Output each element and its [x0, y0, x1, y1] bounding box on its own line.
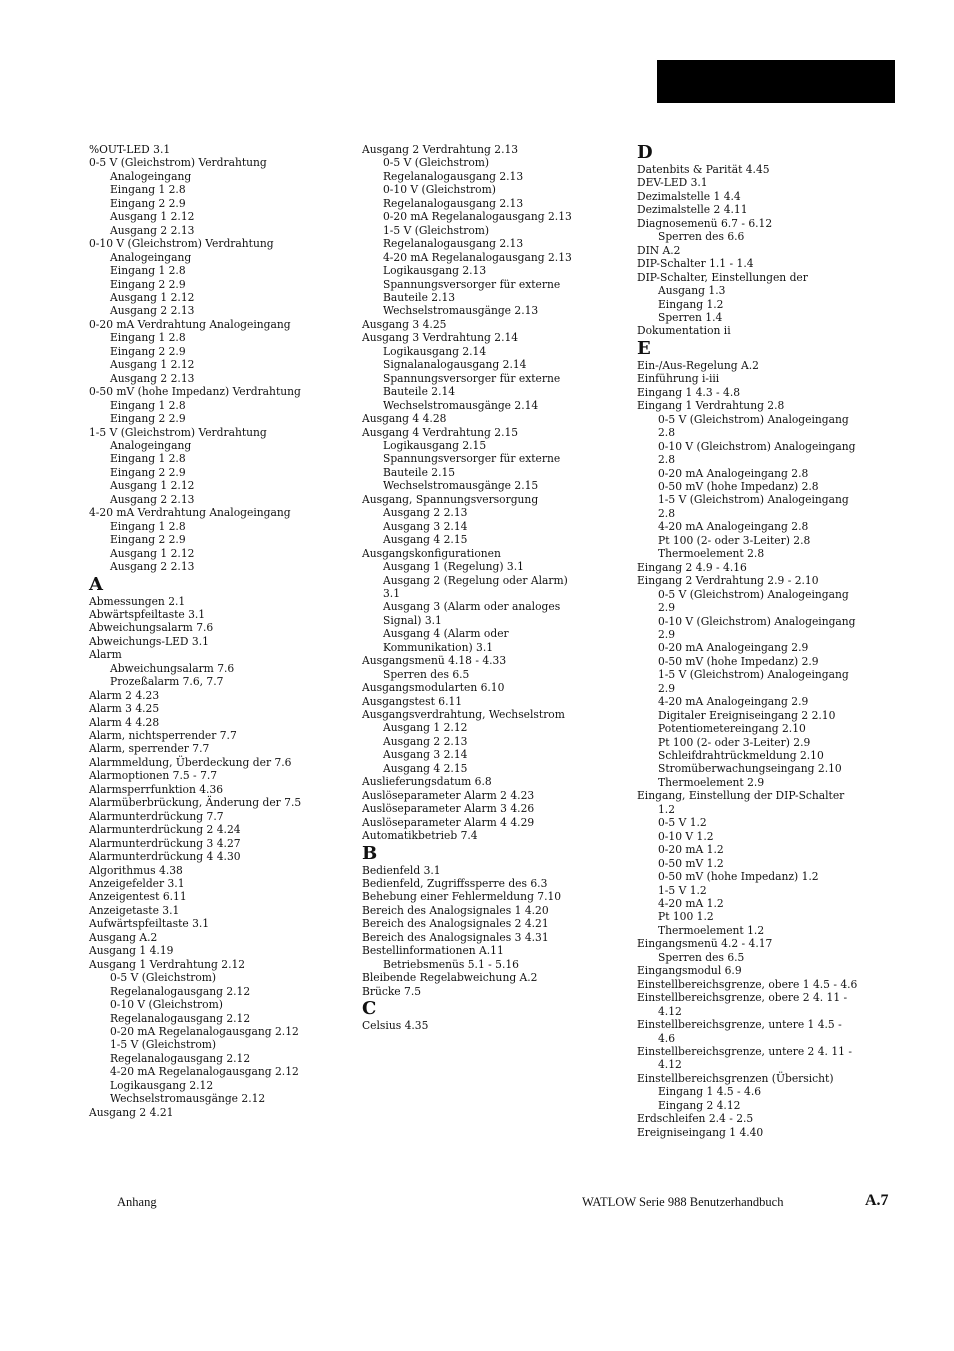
- index-subentry: 4-20 mA 1.2: [658, 897, 724, 911]
- index-entry: Ausgang 3 Verdrahtung 2.14: [362, 331, 519, 345]
- index-subentry: Potentiometereingang 2.10: [658, 722, 806, 736]
- index-subentry: Thermoelement 1.2: [658, 923, 765, 937]
- index-entry: Einstellbereichsgrenze, obere 1 4.5 - 4.6: [637, 977, 858, 991]
- index-entry: Dokumentation ii: [637, 324, 731, 338]
- index-entry: Celsius 4.35: [362, 1019, 429, 1033]
- index-subentry: Ausgang 2 2.13: [383, 506, 468, 520]
- index-entry: Auslöseparameter Alarm 3 4.26: [362, 802, 535, 816]
- index-subentry: Analogeingang: [110, 250, 192, 264]
- index-subentry: Ausgang 1 (Regelung) 3.1: [383, 560, 524, 574]
- index-entry: Alarm 2 4.23: [89, 688, 160, 702]
- index-subentry: 4-20 mA Analogeingang 2.9: [658, 695, 809, 709]
- index-entry: Erdschleifen 2.4 - 2.5: [637, 1112, 754, 1126]
- index-entry: Anzeigefelder 3.1: [89, 877, 185, 891]
- index-subentry: Ausgang 1.3: [658, 284, 726, 298]
- index-subentry: Analogeingang: [110, 438, 192, 452]
- index-letter-heading: E: [637, 337, 651, 359]
- index-subentry: 2.9: [658, 601, 675, 615]
- index-entry: Alarmoptionen 7.5 - 7.7: [89, 769, 218, 783]
- index-subentry: 2.8: [658, 426, 675, 440]
- index-subentry: Logikausgang 2.12: [110, 1078, 214, 1092]
- index-subentry: Signal) 3.1: [383, 613, 442, 627]
- index-subentry: Analogeingang: [110, 169, 192, 183]
- index-subentry: Ausgang 3 2.14: [383, 748, 468, 762]
- index-subentry: Pt 100 (2- oder 3-Leiter) 2.9: [658, 735, 811, 749]
- index-subentry: 0-5 V (Gleichstrom): [383, 156, 490, 170]
- index-subentry: 4.6: [658, 1031, 675, 1045]
- index-entry: Ausgang 4 Verdrahtung 2.15: [362, 425, 519, 439]
- index-subentry: Ausgang 2 2.13: [110, 371, 195, 385]
- index-entry: Auslöseparameter Alarm 4 4.29: [362, 815, 535, 829]
- index-subentry: 4.12: [658, 1004, 682, 1018]
- index-subentry: Logikausgang 2.13: [383, 264, 487, 278]
- index-subentry: 1-5 V (Gleichstrom): [383, 223, 490, 237]
- index-subentry: Pt 100 1.2: [658, 910, 714, 924]
- index-entry: Dezimalstelle 1 4.4: [637, 189, 741, 203]
- index-entry: Ausgangskonfigurationen: [362, 546, 501, 560]
- index-subentry: 4.12: [658, 1058, 682, 1072]
- index-subentry: Eingang 1 2.8: [110, 264, 186, 278]
- index-entry: Anzeigetaste 3.1: [89, 903, 180, 917]
- index-subentry: 0-10 V 1.2: [658, 829, 714, 843]
- index-subentry: 0-50 mV (hohe Impedanz) 2.8: [658, 479, 819, 493]
- index-entry: Alarmüberbrückung, Änderung der 7.5: [89, 796, 302, 810]
- index-subentry: Betriebsmenüs 5.1 - 5.16: [383, 957, 519, 971]
- index-subentry: Eingang 2 2.9: [110, 277, 186, 291]
- index-subentry: Eingang 1.2: [658, 297, 724, 311]
- index-subentry: Eingang 2 2.9: [110, 196, 186, 210]
- index-entry: Alarmunterdrückung 2 4.24: [89, 823, 241, 837]
- index-subentry: 2.8: [658, 506, 675, 520]
- index-subentry: Bauteile 2.14: [383, 385, 456, 399]
- index-subentry: Logikausgang 2.15: [383, 438, 487, 452]
- index-entry: Abmessungen 2.1: [89, 594, 186, 608]
- index-column-2: [362, 143, 632, 1033]
- index-subentry: 0-5 V (Gleichstrom): [110, 971, 217, 985]
- index-subentry: Eingang 1 2.8: [110, 519, 186, 533]
- index-subentry: Pt 100 (2- oder 3-Leiter) 2.8: [658, 533, 811, 547]
- index-entry: Ausgang 2 Verdrahtung 2.13: [362, 143, 519, 156]
- index-subentry: Ausgang 4 2.15: [383, 533, 468, 547]
- index-subentry: Regelanalogausgang 2.12: [110, 1051, 251, 1065]
- index-entry: DIP-Schalter, Einstellungen der: [637, 270, 808, 284]
- index-subentry: Ausgang 2 2.13: [110, 304, 195, 318]
- index-subentry: Schleifdrahtrückmeldung 2.10: [658, 749, 824, 763]
- index-entry: Auslöseparameter Alarm 2 4.23: [362, 788, 535, 802]
- index-subentry: 2.9: [658, 627, 675, 641]
- index-subentry: Prozeßalarm 7.6, 7.7: [110, 675, 224, 689]
- index-subentry: Abweichungsalarm 7.6: [110, 661, 235, 675]
- index-subentry: Eingang 1 2.8: [110, 183, 186, 197]
- index-subentry: Ausgang 1 2.12: [110, 358, 195, 372]
- index-subentry: Thermoelement 2.9: [658, 775, 765, 789]
- index-entry: Alarmunterdrückung 7.7: [89, 809, 224, 823]
- index-entry: DEV-LED 3.1: [637, 176, 708, 190]
- index-entry: 0-10 V (Gleichstrom) Verdrahtung: [89, 237, 274, 251]
- index-entry: Datenbits & Parität 4.45: [637, 163, 770, 176]
- index-entry: Algorithmus 4.38: [89, 863, 183, 877]
- index-subentry: Eingang 2 2.9: [110, 533, 186, 547]
- index-subentry: Ausgang 1 2.12: [110, 546, 195, 560]
- footer-section-label: Anhang: [117, 1195, 157, 1209]
- index-subentry: Ausgang 3 (Alarm oder analoges: [383, 600, 561, 614]
- index-letter-heading: C: [362, 998, 377, 1020]
- index-subentry: Eingang 2 4.12: [658, 1098, 741, 1112]
- index-subentry: Stromüberwachungseingang 2.10: [658, 762, 842, 776]
- index-subentry: Ausgang 2 2.13: [110, 492, 195, 506]
- index-entry: 0-20 mA Verdrahtung Analogeingang: [89, 317, 291, 331]
- index-subentry: 1-5 V 1.2: [658, 883, 707, 897]
- index-subentry: Wechselstromausgänge 2.13: [383, 304, 539, 318]
- index-entry: Bestellinformationen A.11: [362, 944, 504, 958]
- index-entry: Behebung einer Fehlermeldung 7.10: [362, 890, 562, 904]
- index-subentry: Ausgang 4 2.15: [383, 761, 468, 775]
- index-subentry: Sperren des 6.6: [658, 230, 745, 244]
- index-entry: Alarmsperrfunktion 4.36: [89, 782, 224, 796]
- footer-manual-title: WATLOW Serie 988 Benutzerhandbuch: [582, 1195, 784, 1209]
- index-subentry: Digitaler Ereigniseingang 2 2.10: [658, 708, 836, 722]
- index-entry: Eingangsmenü 4.2 - 4.17: [637, 937, 773, 951]
- index-subentry: Ausgang 3 2.14: [383, 519, 468, 533]
- index-entry: Eingang 1 4.3 - 4.8: [637, 385, 741, 399]
- index-subentry: Eingang 2 2.9: [110, 465, 186, 479]
- index-subentry: Regelanalogausgang 2.12: [110, 984, 251, 998]
- index-subentry: Sperren des 6.5: [658, 950, 745, 964]
- index-letter-heading: D: [637, 142, 653, 163]
- index-subentry: 0-10 V (Gleichstrom) Analogeingang: [658, 614, 856, 628]
- index-subentry: Eingang 2 2.9: [110, 344, 186, 358]
- index-subentry: Wechselstromausgänge 2.15: [383, 479, 539, 493]
- index-entry: Einführung i-iii: [637, 372, 720, 386]
- index-subentry: 0-5 V (Gleichstrom) Analogeingang: [658, 587, 849, 601]
- index-subentry: 0-5 V 1.2: [658, 816, 707, 830]
- index-subentry: Regelanalogausgang 2.13: [383, 196, 524, 210]
- index-entry: Automatikbetrieb 7.4: [362, 829, 478, 843]
- index-subentry: 0-20 mA Regelanalogausgang 2.13: [383, 210, 572, 224]
- index-subentry: 0-50 mV 1.2: [658, 856, 724, 870]
- index-entry: Eingangsmodul 6.9: [637, 964, 742, 978]
- index-entry: Abwärtspfeiltaste 3.1: [89, 607, 206, 621]
- index-column-1: [89, 143, 357, 1119]
- index-subentry: Bauteile 2.13: [383, 290, 456, 304]
- index-subentry: 2.8: [658, 453, 675, 467]
- index-entry: Brücke 7.5: [362, 984, 422, 998]
- index-subentry: Ausgang 2 2.13: [383, 734, 468, 748]
- index-entry: Eingang 2 Verdrahtung 2.9 - 2.10: [637, 574, 819, 588]
- index-letter-heading: B: [362, 842, 378, 864]
- index-subentry: 0-10 V (Gleichstrom): [110, 998, 223, 1012]
- index-entry: Eingang 1 Verdrahtung 2.8: [637, 399, 785, 413]
- index-subentry: Eingang 1 2.8: [110, 331, 186, 345]
- index-subentry: 1-5 V (Gleichstrom) Analogeingang: [658, 668, 849, 682]
- index-entry: Einstellbereichsgrenze, untere 2 4. 11 -: [637, 1045, 852, 1058]
- index-subentry: Logikausgang 2.14: [383, 344, 487, 358]
- index-subentry: Bauteile 2.15: [383, 465, 456, 479]
- index-entry: %OUT-LED 3.1: [89, 143, 171, 156]
- index-entry: Ausgangsmodularten 6.10: [362, 681, 505, 695]
- index-subentry: Kommunikation) 3.1: [383, 640, 494, 654]
- index-entry: Ausgangstest 6.11: [362, 694, 463, 708]
- index-entry: Ausgang 1 4.19: [89, 944, 174, 958]
- index-subentry: Spannungsversorger für externe: [383, 371, 561, 385]
- index-entry: Anzeigentest 6.11: [89, 890, 187, 904]
- index-entry: Abweichungsalarm 7.6: [89, 621, 214, 635]
- index-subentry: 1-5 V (Gleichstrom) Analogeingang: [658, 493, 849, 507]
- index-entry: Diagnosemenü 6.7 - 6.12: [637, 216, 773, 230]
- index-entry: 4-20 mA Verdrahtung Analogeingang: [89, 506, 291, 520]
- index-subentry: 0-50 mV (hohe Impedanz) 2.9: [658, 654, 819, 668]
- index-subentry: Regelanalogausgang 2.13: [383, 237, 524, 251]
- index-subentry: Eingang 2 2.9: [110, 412, 186, 426]
- index-subentry: Signalanalogausgang 2.14: [383, 358, 527, 372]
- index-entry: 1-5 V (Gleichstrom) Verdrahtung: [89, 425, 267, 439]
- index-entry: Einstellbereichsgrenze, obere 2 4. 11 -: [637, 991, 848, 1005]
- index-entry: Bereich des Analogsignales 3 4.31: [362, 930, 549, 944]
- index-entry: Ausgangsverdrahtung, Wechselstrom: [362, 708, 565, 722]
- index-subentry: 0-20 mA Analogeingang 2.9: [658, 641, 809, 655]
- index-subentry: Spannungsversorger für externe: [383, 452, 561, 466]
- index-entry: Alarm: [89, 648, 122, 662]
- index-entry: Eingang, Einstellung der DIP-Schalter: [637, 789, 845, 803]
- index-subentry: Sperren des 6.5: [383, 667, 470, 681]
- index-entry: Ausgang 3 4.25: [362, 317, 447, 331]
- index-subentry: 0-10 V (Gleichstrom): [383, 183, 496, 197]
- index-subentry: 0-50 mV (hohe Impedanz) 1.2: [658, 870, 819, 884]
- index-subentry: 1-5 V (Gleichstrom): [110, 1038, 217, 1052]
- index-subentry: Wechselstromausgänge 2.14: [383, 398, 539, 412]
- index-subentry: Eingang 1 4.5 - 4.6: [658, 1085, 762, 1099]
- index-subentry: Spannungsversorger für externe: [383, 277, 561, 291]
- index-entry: Alarm, nichtsperrender 7.7: [89, 729, 237, 743]
- index-subentry: 1.2: [658, 802, 675, 816]
- index-subentry: Eingang 1 2.8: [110, 398, 186, 412]
- index-subentry: Ausgang 1 2.12: [110, 290, 195, 304]
- index-entry: Ereigniseingang 1 4.40: [637, 1125, 764, 1139]
- index-entry: Abweichungs-LED 3.1: [89, 634, 209, 648]
- header-black-bar: [657, 60, 895, 103]
- index-entry: Bereich des Analogsignales 2 4.21: [362, 917, 549, 931]
- index-entry: Alarmunterdrückung 4 4.30: [89, 850, 241, 864]
- index-entry: 0-50 mV (hohe Impedanz) Verdrahtung: [89, 385, 301, 399]
- index-entry: Bedienfeld, Zugriffssperre des 6.3: [362, 877, 548, 891]
- index-subentry: 4-20 mA Regelanalogausgang 2.13: [383, 250, 572, 264]
- index-entry: Alarm 3 4.25: [89, 702, 160, 716]
- index-entry: DIP-Schalter 1.1 - 1.4: [637, 257, 754, 271]
- index-subentry: 3.1: [383, 586, 400, 600]
- index-entry: Bleibende Regelabweichung A.2: [362, 971, 538, 985]
- index-entry: Ausgang, Spannungsversorgung: [362, 492, 539, 506]
- index-entry: Ausgang 4 4.28: [362, 412, 447, 426]
- index-subentry: 0-20 mA 1.2: [658, 843, 724, 857]
- page-number: A.7: [865, 1192, 889, 1209]
- index-entry: Aufwärtspfeiltaste 3.1: [89, 917, 210, 931]
- index-subentry: 2.9: [658, 681, 675, 695]
- index-subentry: 0-5 V (Gleichstrom) Analogeingang: [658, 412, 849, 426]
- index-subentry: Eingang 1 2.8: [110, 452, 186, 466]
- index-subentry: 4-20 mA Analogeingang 2.8: [658, 520, 809, 534]
- index-entry: Alarm, sperrender 7.7: [89, 742, 210, 756]
- index-subentry: 0-20 mA Analogeingang 2.8: [658, 466, 809, 480]
- index-entry: 0-5 V (Gleichstrom) Verdrahtung: [89, 156, 267, 170]
- index-subentry: Ausgang 1 2.12: [383, 721, 468, 735]
- index-subentry: Ausgang 2 2.13: [110, 560, 195, 574]
- index-subentry: Wechselstromausgänge 2.12: [110, 1092, 266, 1106]
- index-subentry: Ausgang 2 (Regelung oder Alarm): [383, 573, 568, 587]
- index-subentry: Ausgang 1 2.12: [110, 210, 195, 224]
- index-subentry: Ausgang 2 2.13: [110, 223, 195, 237]
- index-subentry: Thermoelement 2.8: [658, 547, 765, 561]
- index-subentry: Ausgang 1 2.12: [110, 479, 195, 493]
- index-subentry: Regelanalogausgang 2.13: [383, 169, 524, 183]
- index-entry: Ausgangsmenü 4.18 - 4.33: [362, 654, 507, 668]
- index-entry: Ausgang 2 4.21: [89, 1105, 174, 1119]
- index-column-3: [637, 143, 942, 1139]
- index-entry: Ausgang 1 Verdrahtung 2.12: [89, 957, 246, 971]
- index-subentry: 4-20 mA Regelanalogausgang 2.12: [110, 1065, 299, 1079]
- index-entry: Ein-/Aus-Regelung A.2: [637, 358, 759, 372]
- index-entry: Ausgang A.2: [89, 930, 158, 944]
- index-entry: Eingang 2 4.9 - 4.16: [637, 560, 747, 574]
- index-subentry: 0-20 mA Regelanalogausgang 2.12: [110, 1025, 299, 1038]
- index-entry: DIN A.2: [637, 243, 681, 257]
- index-subentry: 0-10 V (Gleichstrom) Analogeingang: [658, 439, 856, 453]
- index-entry: Einstellbereichsgrenzen (Übersicht): [637, 1071, 834, 1085]
- index-subentry: Ausgang 4 (Alarm oder: [383, 627, 509, 641]
- index-entry: Einstellbereichsgrenze, untere 1 4.5 -: [637, 1018, 842, 1032]
- index-entry: Dezimalstelle 2 4.11: [637, 203, 748, 217]
- index-subentry: Regelanalogausgang 2.12: [110, 1011, 251, 1025]
- index-entry: Bedienfeld 3.1: [362, 863, 441, 877]
- index-entry: Alarm 4 4.28: [89, 715, 160, 729]
- index-subentry: Sperren 1.4: [658, 310, 723, 324]
- index-entry: Alarmunterdrückung 3 4.27: [89, 836, 241, 850]
- index-entry: Bereich des Analogsignales 1 4.20: [362, 903, 549, 917]
- index-entry: Auslieferungsdatum 6.8: [362, 775, 492, 789]
- index-letter-heading: A: [89, 573, 103, 595]
- index-entry: Alarmmeldung, Überdeckung der 7.6: [89, 755, 292, 769]
